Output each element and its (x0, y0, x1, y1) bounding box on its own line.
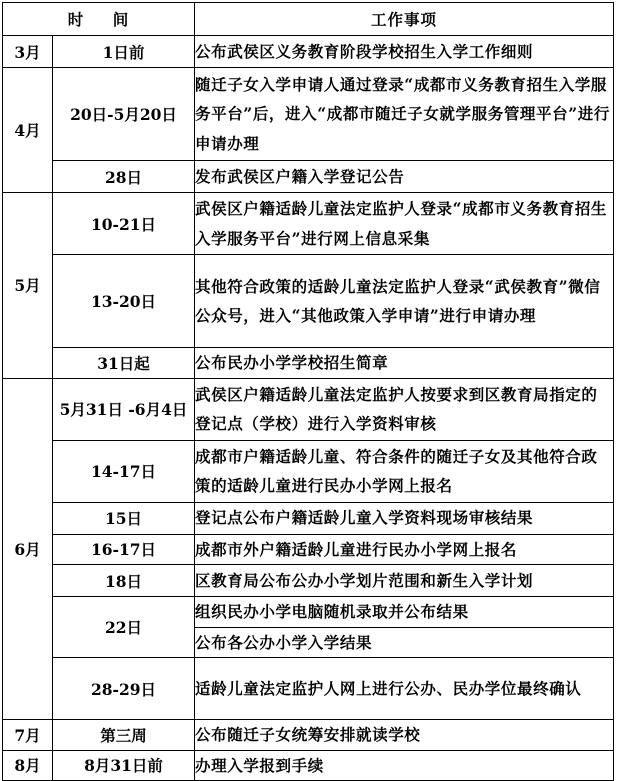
table-row (3, 750, 614, 781)
item-cell: 公布武侯区义务教育阶段学校招生入学工作细则 (195, 36, 614, 68)
item-cell: 武侯区户籍适龄儿童法定监护人登录“成都市义务教育招生入学服务平台”进行网上信息采集 (195, 193, 614, 255)
period-cell: 31日起 (53, 348, 195, 379)
period-cell: 20日-5月20日 (53, 68, 195, 161)
item-cell: 成都市外户籍适龄儿童进行民办小学网上报名 (195, 534, 614, 565)
period-cell: 28-29日 (53, 658, 195, 720)
item-cell: 其他符合政策的适龄儿童法定监护人登录“武侯教育”微信公众号，进入“其他政策入学申请”进行申请办理 (195, 255, 614, 348)
table-row (3, 378, 614, 440)
month-cell: 3月 (3, 36, 53, 68)
period-cell: 13-20日 (53, 255, 195, 348)
item-cell: 武侯区户籍适龄儿童法定监护人按要求到区教育局指定的登记点（学校）进行入学资料审核 (195, 378, 614, 440)
month-cell: 5月 (3, 193, 53, 379)
table-row (3, 36, 614, 68)
header-items: 工作事项 (195, 3, 614, 36)
period-cell: 1日前 (53, 36, 195, 68)
table-row (3, 440, 614, 502)
item-cell: 随迁子女入学申请人通过登录“成都市义务教育招生入学服务平台”后，进入“成都市随迁子女就学服务管理平台”进行申请办理 (195, 68, 614, 161)
period-cell: 16-17日 (53, 534, 195, 565)
table-row (3, 658, 614, 720)
header-row (3, 3, 614, 36)
table-row (3, 502, 614, 534)
table-row (3, 597, 614, 628)
month-cell: 4月 (3, 68, 53, 193)
period-cell: 14-17日 (53, 440, 195, 502)
period-cell: 28日 (53, 161, 195, 193)
item-cell: 组织民办小学电脑随机录取并公布结果 (195, 597, 614, 628)
item-cell: 公布各公办小学入学结果 (195, 627, 614, 658)
period-cell: 5月31日 -6月4日 (53, 378, 195, 440)
table-row (3, 161, 614, 193)
table-row (3, 68, 614, 161)
table-row (3, 534, 614, 565)
item-cell: 公布随迁子女统筹安排就读学校 (195, 720, 614, 751)
month-cell: 7月 (3, 720, 53, 751)
period-cell: 18日 (53, 565, 195, 597)
item-cell: 发布武侯区户籍入学登记公告 (195, 161, 614, 193)
item-cell: 办理入学报到手续 (195, 750, 614, 781)
enrollment-schedule-table (2, 2, 614, 781)
header-time: 时 间 (3, 3, 195, 36)
month-cell: 6月 (3, 378, 53, 720)
table-row (3, 255, 614, 348)
period-cell: 10-21日 (53, 193, 195, 255)
item-cell: 登记点公布户籍适龄儿童入学资料现场审核结果 (195, 502, 614, 534)
table-row (3, 565, 614, 597)
period-cell: 22日 (53, 597, 195, 658)
item-cell: 公布民办小学学校招生简章 (195, 348, 614, 379)
item-cell: 区教育局公布公办小学划片范围和新生入学计划 (195, 565, 614, 597)
period-cell: 第三周 (53, 720, 195, 751)
item-cell: 适龄儿童法定监护人网上进行公办、民办学位最终确认 (195, 658, 614, 720)
month-cell: 8月 (3, 750, 53, 781)
table-row (3, 720, 614, 751)
item-cell: 成都市户籍适龄儿童、符合条件的随迁子女及其他符合政策的适龄儿童进行民办小学网上报名 (195, 440, 614, 502)
period-cell: 8月31日前 (53, 750, 195, 781)
table-row (3, 348, 614, 379)
period-cell: 15日 (53, 502, 195, 534)
table-row (3, 193, 614, 255)
